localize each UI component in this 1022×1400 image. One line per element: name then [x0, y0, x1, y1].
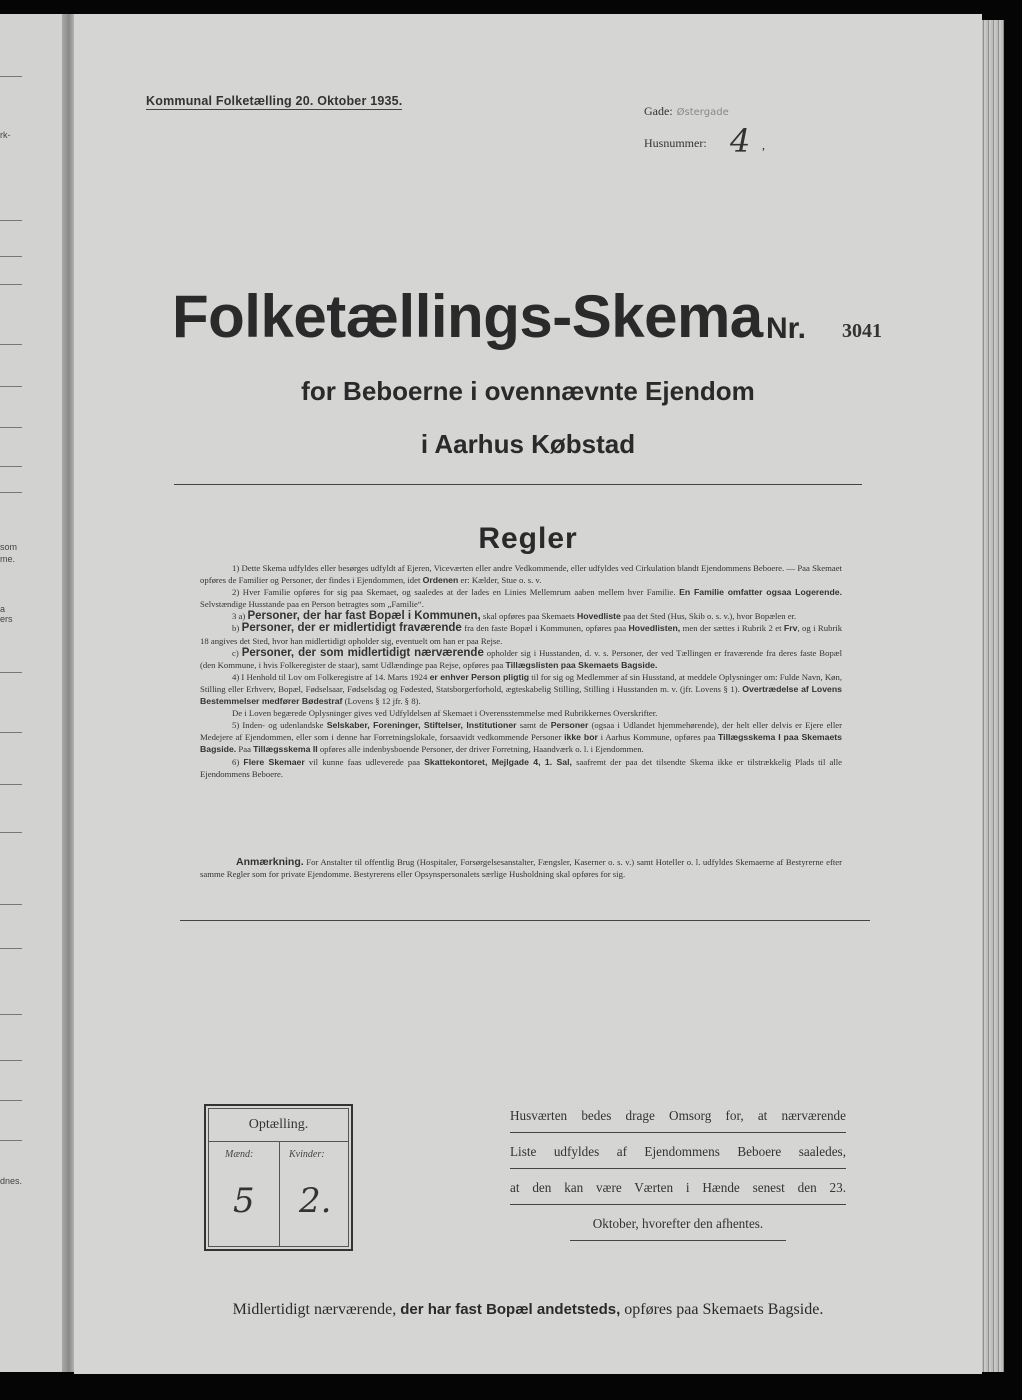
footer-note: Midlertidigt nærværende, der har fast Bopæl andetsteds, opføres paa Skemaets Bagside. [232, 1301, 824, 1318]
margin-fragment: rk- [0, 130, 11, 140]
landlord-notice [510, 1108, 846, 1252]
notice-line: Husværten bedes drage Omsorg for, at nærværende [510, 1108, 846, 1133]
form-title: Folketællings-Skema [172, 283, 763, 350]
rule-3a: 3 a) Personer, der har fast Bopæl i Kommunen, skal opføres paa Skemaets Hovedliste paa det Sted (Hus, Skib o. s. v.), hvor Bopælen er. [232, 610, 797, 623]
form-number-value: 3041 [842, 320, 882, 342]
margin-rule [0, 784, 22, 785]
rules-heading: Regler [478, 522, 578, 555]
previous-page-strip [0, 14, 66, 1372]
margin-rule [0, 904, 22, 905]
margin-rule [0, 1014, 22, 1015]
form-subtitle-2: i Aarhus Købstad [420, 429, 636, 459]
margin-rule [0, 492, 22, 493]
count-column-divider [279, 1141, 280, 1246]
margin-fragment: dnes. [0, 1176, 23, 1186]
count-box-inner [208, 1108, 349, 1247]
margin-rule [0, 427, 22, 428]
margin-rule [0, 76, 22, 77]
house-number-value: 4 [730, 122, 751, 160]
margin-rule [0, 672, 22, 673]
notice-line: at den kan være Værten i Hænde senest den 23. [510, 1180, 846, 1205]
rule-3b: b) Personer, der er midlertidigt fraværende fra den faste Bopæl i Kommunen, opføres paa Hovedlisten, men der sættes i Rubrik 2 et Frv, og i Rubrik 18 angives det Sted, hvor han midlertidigt opholder sig, eventuelt om han er paa Rejse. [200, 622, 843, 646]
house-number-field [644, 124, 804, 160]
census-title: Kommunal Folketælling 20. Oktober 1935. [146, 94, 403, 108]
rules-text [200, 562, 842, 780]
margin-rule [0, 1100, 22, 1101]
margin-rule [0, 948, 22, 949]
rule-3c: c) Personer, der som midlertidigt nærværende opholder sig i Husstanden, d. v. s. Personer, der ved Tællingen er fraværende fra deres faste Bopæl (den Kommune, i hvis Folkeregister de staar), samt Udlændinge paa Rejse, opføres paa Tillægslisten paa Skemaets Bagside. [200, 646, 842, 670]
margin-rule [0, 832, 22, 833]
margin-fragment: me. [0, 554, 16, 564]
margin-rule [0, 732, 22, 733]
margin-fragment: som [0, 542, 18, 552]
remark-body: For Anstalter til offentlig Brug (Hospitaler, Forsørgelsesanstalter, Fængsler, Kaserner o. s. v.) samt Hoteller o. l. udfyldes Skemaerne af Bestyrerne efter samme Regler som for private Ejendomme. Bestyrerens eller Opsynspersonalets særlige Husholdning skal opføres for sig. [200, 857, 842, 880]
women-label: Kvinder: [289, 1149, 325, 1160]
comma-mark: , [762, 138, 765, 152]
margin-rule [0, 344, 22, 345]
rule-4-note: De i Loven begærede Oplysninger gives ved Udfyldelsen af Skemaet i Overensstemmelse med Rubrikkernes Overskrifter. [232, 708, 658, 719]
street-value: Østergade [676, 107, 729, 118]
title-divider [174, 484, 862, 485]
margin-fragment: a [0, 604, 6, 614]
census-form-page [74, 14, 982, 1374]
street-label: Gade: [644, 104, 673, 118]
remark-divider [180, 920, 870, 921]
margin-rule [0, 1060, 22, 1061]
notice-line: Oktober, hvorefter den afhentes. [570, 1216, 786, 1241]
rule-4: 4) I Henhold til Lov om Folkeregistre af 14. Marts 1924 er enhver Person pligtig til for sig og Medlemmer af sin Husstand, at meddele Oplysninger om: Fulde Navn, Køn, Stilling eller Erhverv, Bopæl, Fødselsaar, Fødselsdag og Fødested, Statsborgerforhold, ægteskabelig Stilling, Stilling i Husstanden m. v. (jfr. Lovens § 1). Overtrædelse af Lovens Bestemmelser medfører Bødestraf (Lovens § 12 jfr. § 8). [200, 671, 843, 707]
men-label: Mænd: [225, 1149, 254, 1160]
remark-lead: Anmærkning. [236, 856, 304, 868]
margin-rule [0, 256, 22, 257]
men-count: 5 [233, 1181, 255, 1221]
house-number-label: Husnummer: [644, 136, 707, 150]
margin-rule [0, 466, 22, 467]
margin-rule [0, 1140, 22, 1141]
rule-1: 1) Dette Skema udfyldes eller besørges udfyldt af Ejeren, Viceværten eller andre Vedkommende, eller udfyldes ved Cirkulation blandt Ejendommens Beboere. — Paa Skemaet opføres de Familier og Personer, der findes i Ejendommen, idet Ordenen er: Kælder, Stue o. s. v. [200, 563, 842, 586]
remark-text [200, 856, 842, 880]
form-number-label: Nr. [766, 312, 807, 345]
count-title: Optælling. [248, 1117, 309, 1132]
margin-fragment: ers [0, 614, 13, 624]
margin-rule [0, 284, 22, 285]
rule-6: 6) Flere Skemaer vil kunne faas udleverede paa Skattekontoret, Mejlgade 4, 1. Sal, saafremt der paa det tilsendte Skema ikke er tilstrækkelig Plads til alle Ejendommens Beboere. [200, 756, 843, 779]
women-count: 2. [299, 1181, 332, 1221]
count-box [204, 1104, 353, 1251]
rule-5: 5) Inden- og udenlandske Selskaber, Foreninger, Stiftelser, Institutioner samt de Personer (ogsaa i Udlandet hjemmehørende), der helt eller delvis er Ejere eller Medejere af Ejendommen, eller som i denne har Forretningslokale, forsaavidt vedkommende Personer ikke bor i Aarhus Kommune, opføres paa Tillægsskema I paa Skemaets Bagside. Paa Tillægsskema II opføres alle indenbysboende Personer, der driver Forretning, Haandværk o. l. i Ejendommen. [200, 720, 843, 755]
rule-2: 2) Hver Familie opføres for sig paa Skemaet, og saaledes at der lades en Linies Mellemrum aaben mellem hver Familie. En Familie omfatter ogsaa Logerende. Selvstændige Husstande paa en Person betragtes som „Familie“. [200, 587, 842, 610]
street-field [644, 102, 729, 120]
notice-line: Liste udfyldes af Ejendommens Beboere saaledes, [510, 1144, 846, 1169]
margin-rule [0, 220, 22, 221]
form-subtitle-1: for Beboerne i ovennævnte Ejendom [301, 376, 755, 406]
margin-rule [0, 386, 22, 387]
